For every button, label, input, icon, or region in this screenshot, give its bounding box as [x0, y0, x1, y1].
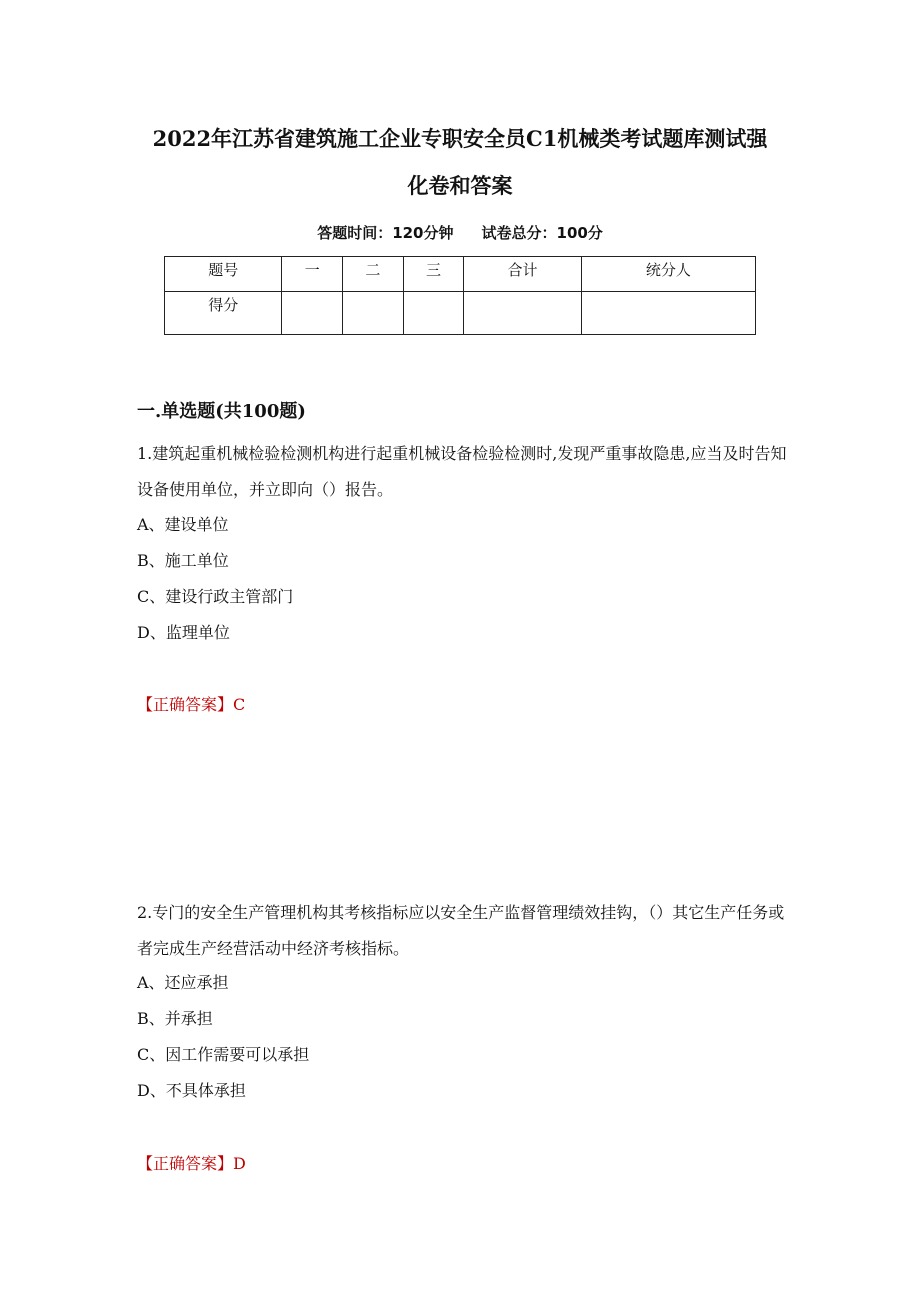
score-cell	[343, 292, 404, 335]
question-option: A、建设单位	[137, 515, 229, 534]
score-header-cell: 合计	[464, 257, 581, 292]
score-header-cell: 二	[343, 257, 404, 292]
score-header-cell: 题号	[165, 257, 282, 292]
score-cell	[403, 292, 464, 335]
question-option: B、并承担	[137, 1009, 213, 1028]
score-table-header-row	[165, 257, 756, 292]
score-cell	[282, 292, 343, 335]
score-table	[164, 256, 756, 335]
document-title-line1: 2022年江苏省建筑施工企业专职安全员C1机械类考试题库测试强	[152, 126, 768, 151]
score-cell	[464, 292, 581, 335]
score-table-score-row	[165, 292, 756, 335]
document-title-line2: 化卷和答案	[407, 173, 513, 198]
score-header-cell: 一	[282, 257, 343, 292]
time-label: 答题时间：120分钟	[317, 224, 454, 242]
question-option: C、建设行政主管部门	[137, 587, 294, 606]
question-text: 1.建筑起重机械检验检测机构进行起重机械设备检验检测时,发现严重事故隐患,应当及时告知设备使用单位，并立即向（）报告。	[137, 444, 787, 499]
correct-answer: 【正确答案】C	[137, 695, 246, 714]
section-title: 一.单选题(共100题)	[137, 401, 306, 422]
question-option: C、因工作需要可以承担	[137, 1045, 310, 1064]
question-text: 2.专门的安全生产管理机构其考核指标应以安全生产监督管理绩效挂钩，（）其它生产任务或者完成生产经营活动中经济考核指标。	[137, 903, 785, 958]
correct-answer: 【正确答案】D	[137, 1154, 246, 1173]
exam-meta	[160, 222, 760, 243]
question-option: B、施工单位	[137, 551, 229, 570]
score-header-cell: 三	[403, 257, 464, 292]
score-header-cell: 统分人	[581, 257, 755, 292]
question-option: D、监理单位	[137, 623, 230, 642]
score-cell	[581, 292, 755, 335]
question-option: D、不具体承担	[137, 1081, 246, 1100]
question-option: A、还应承担	[137, 973, 229, 992]
score-row-label: 得分	[165, 292, 282, 335]
total-score-label: 试卷总分：100分	[481, 224, 603, 242]
